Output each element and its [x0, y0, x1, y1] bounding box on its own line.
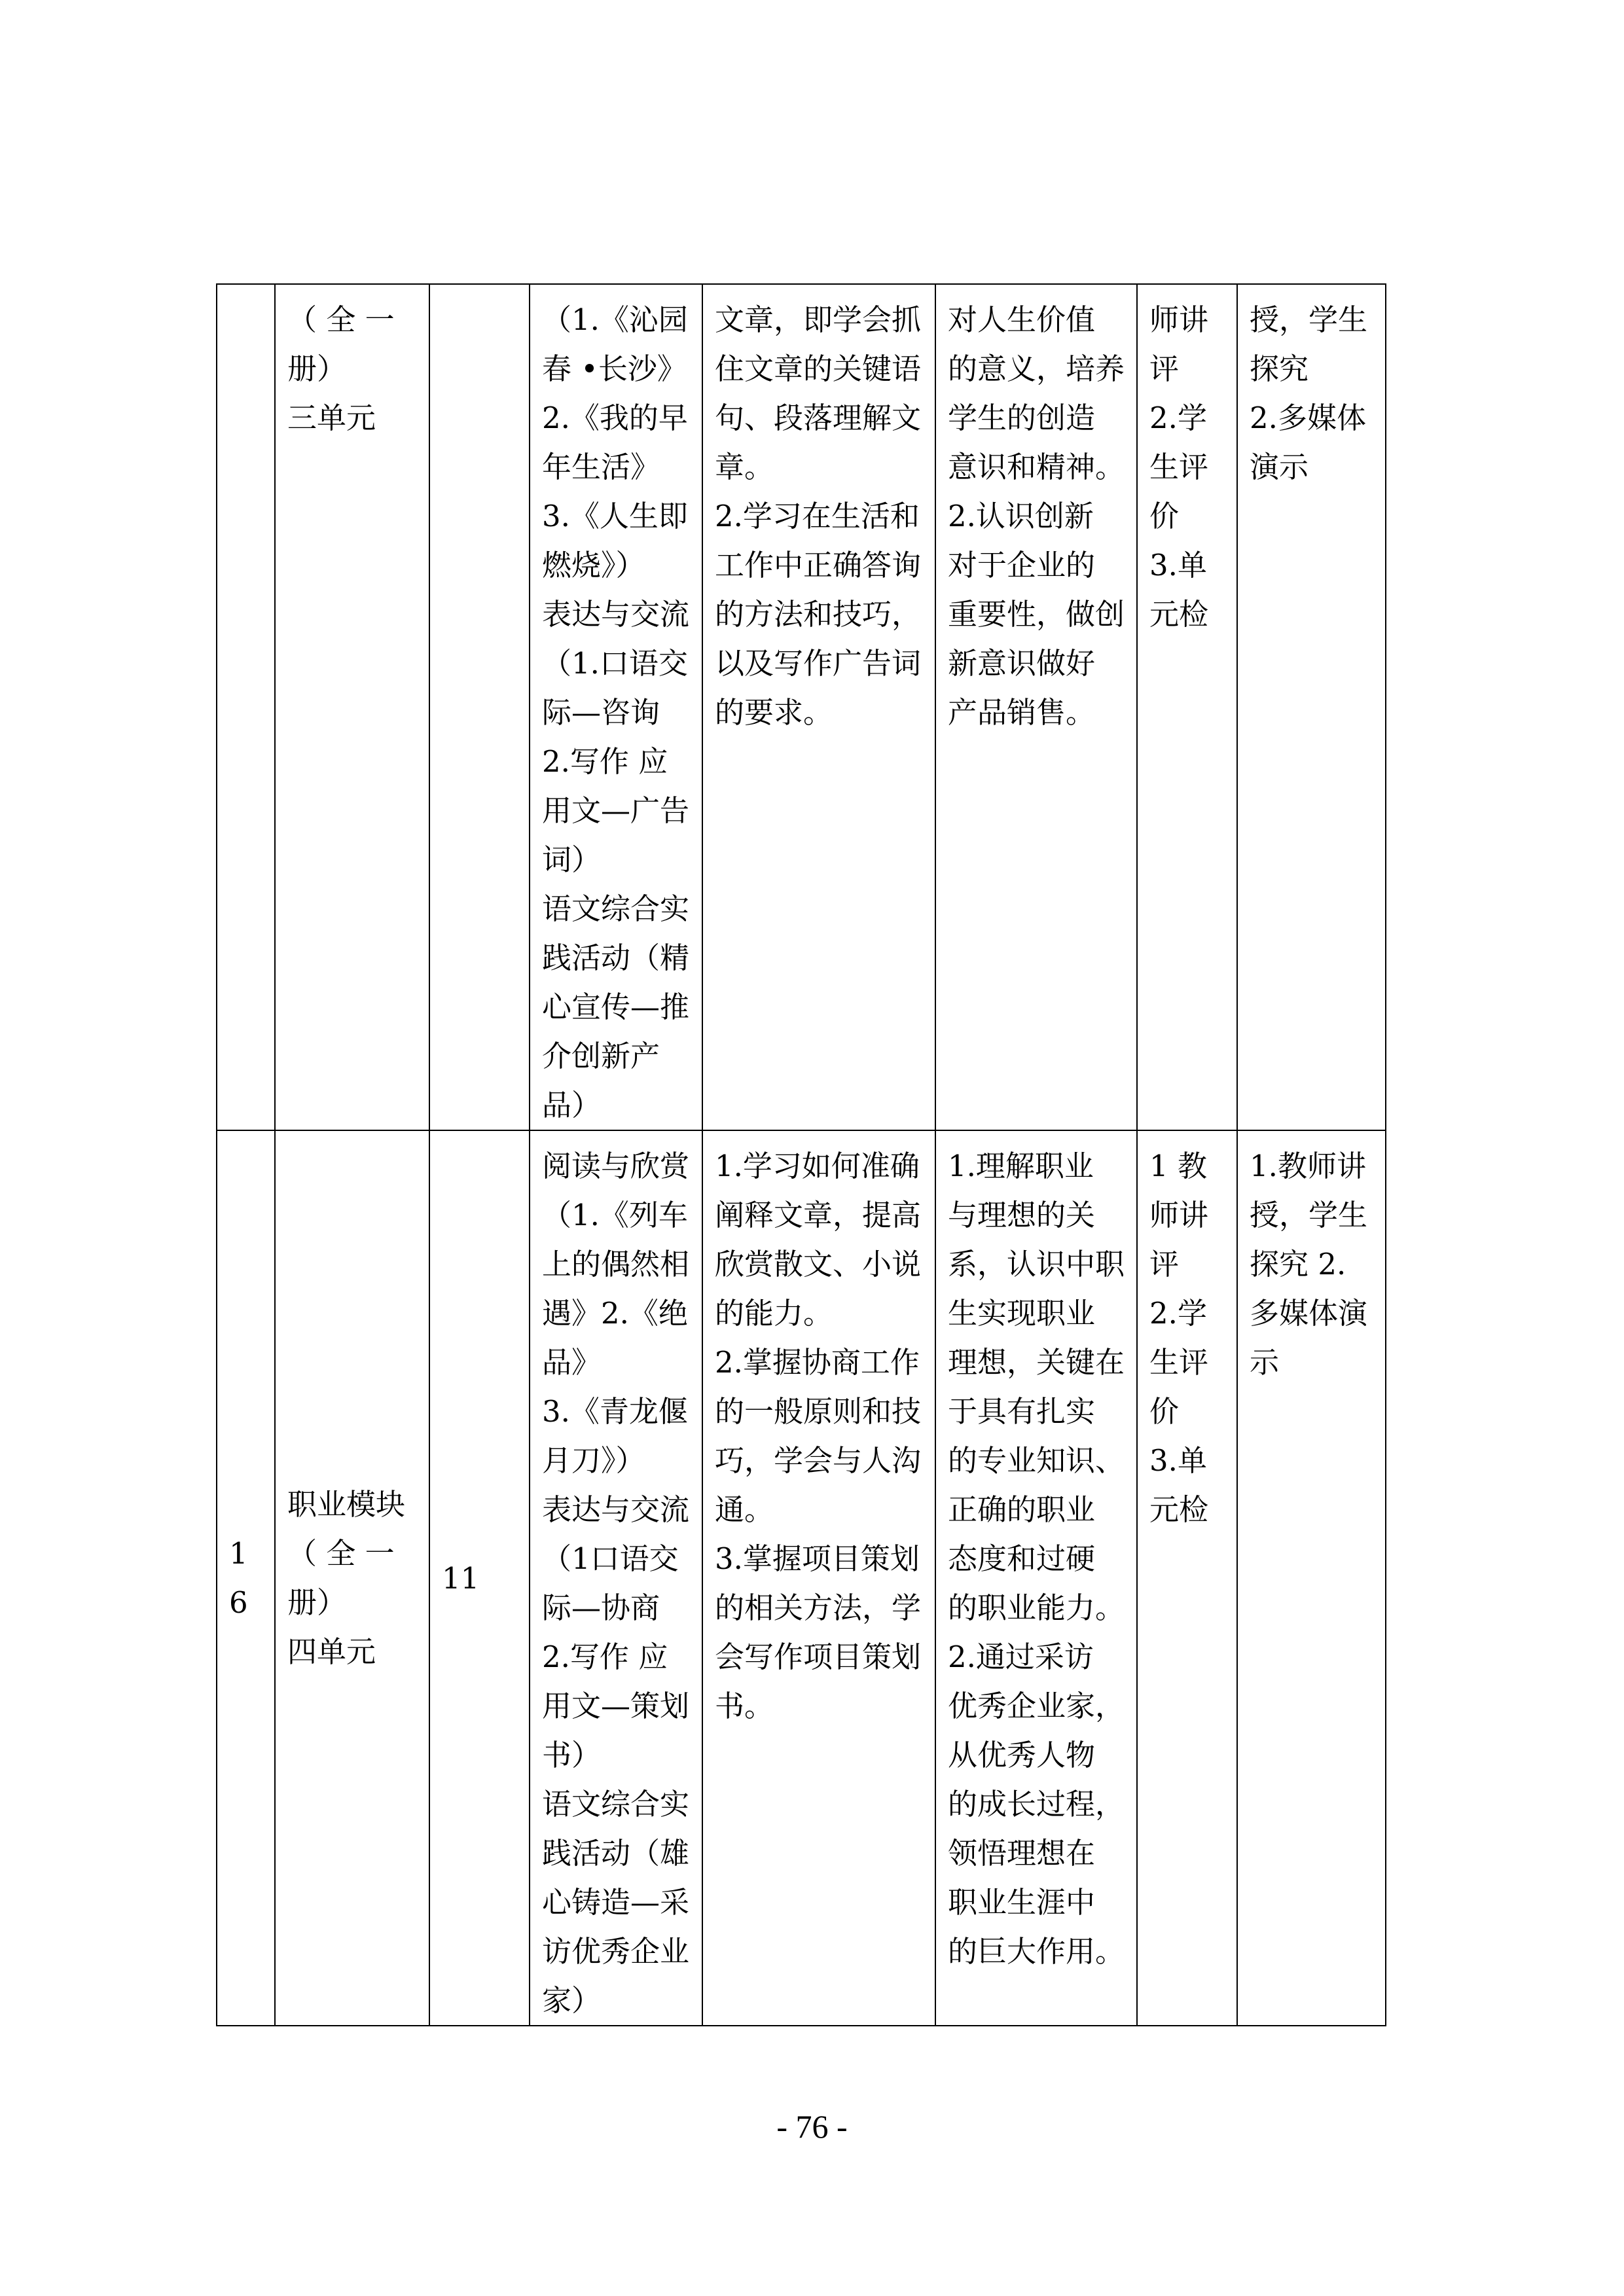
- cell-text-line: 践活动（雄: [542, 1836, 690, 1871]
- cell-text-line: 际—协商: [542, 1590, 660, 1625]
- content-cell: [530, 284, 702, 1130]
- cell-text-line: 系，认识中职: [948, 1247, 1125, 1282]
- hours-value: 11: [442, 1560, 480, 1596]
- cell-text-line: 心宣传—推: [542, 990, 690, 1024]
- cell-text-line: 介创新产: [542, 1039, 660, 1073]
- cell-text-line: 1.学习如何准确: [715, 1149, 920, 1183]
- table-row: [217, 284, 1386, 1130]
- cell-text-line: 书。: [715, 1689, 774, 1723]
- cell-text-line: 生评: [1149, 1345, 1209, 1380]
- cell-text-line: 的意义，培养: [948, 351, 1125, 386]
- cell-text-line: 2.写作 应: [542, 744, 668, 779]
- cell-text-line: 师讲: [1149, 1198, 1209, 1232]
- teaching-method-cell: [1237, 1130, 1386, 2026]
- cell-text-line: 词）: [542, 842, 602, 877]
- cell-text-line: 的巨大作用。: [948, 1934, 1125, 1969]
- cell-text-line: 从优秀人物: [948, 1738, 1096, 1772]
- page-number: - 76 -: [776, 2108, 848, 2145]
- cell-text-line: 3.《人生即: [542, 499, 688, 533]
- cell-text-line: 家）: [542, 1983, 602, 2018]
- cell-text-line: 文章，即学会抓: [715, 302, 922, 337]
- cell-text-line: 2.认识创新: [948, 499, 1094, 533]
- cell-text-line: 理想，关键在: [948, 1345, 1125, 1380]
- cell-text-line: 的一般原则和技: [715, 1394, 922, 1429]
- knowledge-goal-cell: [702, 1130, 935, 2026]
- cell-text-line: 多媒体演: [1250, 1296, 1368, 1331]
- syllabus-table: [216, 283, 1386, 2026]
- cell-text-line: 领悟理想在: [948, 1836, 1096, 1871]
- cell-text-line: 四单元: [287, 1634, 376, 1669]
- cell-text-line: 的要求。: [715, 695, 833, 730]
- quality-goal-cell: [935, 1130, 1137, 2026]
- cell-text-line: 师讲: [1149, 302, 1209, 337]
- cell-text-line: 品）: [542, 1088, 602, 1122]
- cell-text-line: 新意识做好: [948, 646, 1096, 681]
- cell-text-line: 月刀》）: [542, 1443, 645, 1478]
- lesson-number-cell: [217, 1130, 275, 2026]
- cell-text-line: 生评: [1149, 450, 1209, 484]
- cell-text-line: 2.《我的早: [542, 401, 688, 435]
- cell-text-line: 评: [1149, 351, 1180, 386]
- cell-text-line: 产品销售。: [948, 695, 1096, 730]
- cell-text-line: 遇》2.《绝: [542, 1296, 688, 1331]
- cell-text-line: 2.学: [1149, 1296, 1207, 1331]
- cell-text-line: 职业生涯中: [948, 1885, 1096, 1920]
- cell-text-line: 2.写作 应: [542, 1640, 668, 1674]
- cell-text-line: 会写作项目策划: [715, 1640, 922, 1674]
- cell-text-line: 巧，学会与人沟: [715, 1443, 922, 1478]
- assessment-cell: [1137, 284, 1237, 1130]
- cell-text-line: 3.掌握项目策划: [715, 1541, 920, 1576]
- cell-text-line: 1.教师讲: [1250, 1149, 1366, 1183]
- cell-text-line: 探究: [1250, 351, 1309, 386]
- cell-text-line: 以及写作广告词: [715, 646, 922, 681]
- cell-text-line: 优秀企业家，: [948, 1689, 1125, 1723]
- cell-text-line: 生实现职业: [948, 1296, 1096, 1331]
- cell-text-line: 践活动（精: [542, 941, 690, 975]
- cell-text-line: 的方法和技巧，: [715, 597, 922, 632]
- cell-text-line: 元检: [1149, 1492, 1209, 1527]
- cell-text-line: 用文—策划: [542, 1689, 690, 1723]
- cell-text-line: 重要性，做创: [948, 597, 1125, 632]
- cell-text-line: 的职业能力。: [948, 1590, 1125, 1625]
- cell-text-line: 际—咨询: [542, 695, 660, 730]
- cell-text-line: （1.《列车: [542, 1198, 688, 1232]
- cell-text-line: 授，学生: [1250, 1198, 1368, 1232]
- cell-text-line: 年生活》: [542, 450, 660, 484]
- cell-text-line: 的能力。: [715, 1296, 833, 1331]
- cell-text-line: （1.《沁园: [542, 302, 688, 337]
- cell-text-line: 书）: [542, 1738, 602, 1772]
- cell-text-line: 欣赏散文、小说: [715, 1247, 922, 1282]
- cell-text-line: 春 •长沙》: [542, 351, 687, 386]
- cell-text-line: 语文综合实: [542, 891, 690, 926]
- cell-text-line: 表达与交流: [542, 1492, 690, 1527]
- assessment-cell: [1137, 1130, 1237, 2026]
- cell-text-line: 通。: [715, 1492, 774, 1527]
- cell-text-line: 上的偶然相: [542, 1247, 690, 1282]
- cell-text-line: 心铸造—采: [542, 1885, 690, 1920]
- cell-text-line: 探究 2.: [1250, 1247, 1346, 1282]
- cell-text-line: 学生的创造: [948, 401, 1096, 435]
- cell-text-line: （ 全 一: [287, 302, 395, 337]
- cell-text-line: 的专业知识、: [948, 1443, 1125, 1478]
- cell-text-line: 工作中正确答询: [715, 548, 922, 583]
- cell-text-line: 正确的职业: [948, 1492, 1096, 1527]
- cell-text-line: 与理想的关: [948, 1198, 1096, 1232]
- cell-text-line: 章。: [715, 450, 774, 484]
- cell-text-line: 表达与交流: [542, 597, 690, 632]
- cell-text-line: 3.《青龙偃: [542, 1394, 688, 1429]
- cell-text-line: 2.通过采访: [948, 1640, 1094, 1674]
- cell-text-line: 册）: [287, 1585, 347, 1620]
- cell-text-line: 燃烧》）: [542, 548, 645, 583]
- cell-text-line: 1.理解职业: [948, 1149, 1094, 1183]
- cell-text-line: 价: [1149, 499, 1180, 533]
- cell-text-line: 2.学习在生活和: [715, 499, 920, 533]
- table-row: [217, 1130, 1386, 2026]
- cell-text-line: 3.单: [1149, 548, 1207, 583]
- cell-text-line: 示: [1250, 1345, 1280, 1380]
- cell-text-line: 访优秀企业: [542, 1934, 690, 1969]
- cell-text-line: 册）: [287, 351, 347, 386]
- cell-text-line: 职业模块: [287, 1487, 406, 1522]
- cell-text-line: 句、段落理解文: [715, 401, 922, 435]
- cell-text-line: 三单元: [287, 401, 376, 435]
- teaching-method-cell: [1237, 284, 1386, 1130]
- cell-text-line: 的成长过程，: [948, 1787, 1125, 1821]
- cell-text-line: 的相关方法，学: [715, 1590, 922, 1625]
- cell-text-line: （1.口语交: [542, 646, 688, 681]
- cell-text-line: 态度和过硬: [948, 1541, 1096, 1576]
- cell-text-line: 3.单: [1149, 1443, 1207, 1478]
- cell-text-line: 2.掌握协商工作: [715, 1345, 920, 1380]
- lesson-number: 16: [229, 1536, 248, 1620]
- cell-text-line: 授，学生: [1250, 302, 1368, 337]
- lesson-number-cell: [217, 284, 275, 1130]
- cell-text-line: 用文—广告: [542, 793, 690, 828]
- cell-text-line: 价: [1149, 1394, 1180, 1429]
- quality-goal-cell: [935, 284, 1137, 1130]
- knowledge-goal-cell: [702, 284, 935, 1130]
- hours-cell: [429, 1130, 530, 2026]
- cell-text-line: 阅读与欣赏: [542, 1149, 690, 1183]
- cell-text-line: 元检: [1149, 597, 1209, 632]
- module-cell: [275, 1130, 429, 2026]
- cell-text-line: 品》: [542, 1345, 602, 1380]
- module-cell: [275, 284, 429, 1130]
- cell-text-line: 对于企业的: [948, 548, 1096, 583]
- cell-text-line: 阐释文章，提高: [715, 1198, 922, 1232]
- cell-text-line: 对人生价值: [948, 302, 1096, 337]
- cell-text-line: 评: [1149, 1247, 1180, 1282]
- cell-text-line: 于具有扎实: [948, 1394, 1096, 1429]
- hours-cell: [429, 284, 530, 1130]
- cell-text-line: 意识和精神。: [948, 450, 1125, 484]
- cell-text-line: （ 全 一: [287, 1536, 395, 1571]
- cell-text-line: 语文综合实: [542, 1787, 690, 1821]
- cell-text-line: 1 教: [1149, 1149, 1207, 1183]
- cell-text-line: 2.多媒体: [1250, 401, 1366, 435]
- cell-text-line: 演示: [1250, 450, 1309, 484]
- content-cell: [530, 1130, 702, 2026]
- cell-text-line: （1口语交: [542, 1541, 679, 1576]
- cell-text-line: 2.学: [1149, 401, 1207, 435]
- cell-text-line: 住文章的关键语: [715, 351, 922, 386]
